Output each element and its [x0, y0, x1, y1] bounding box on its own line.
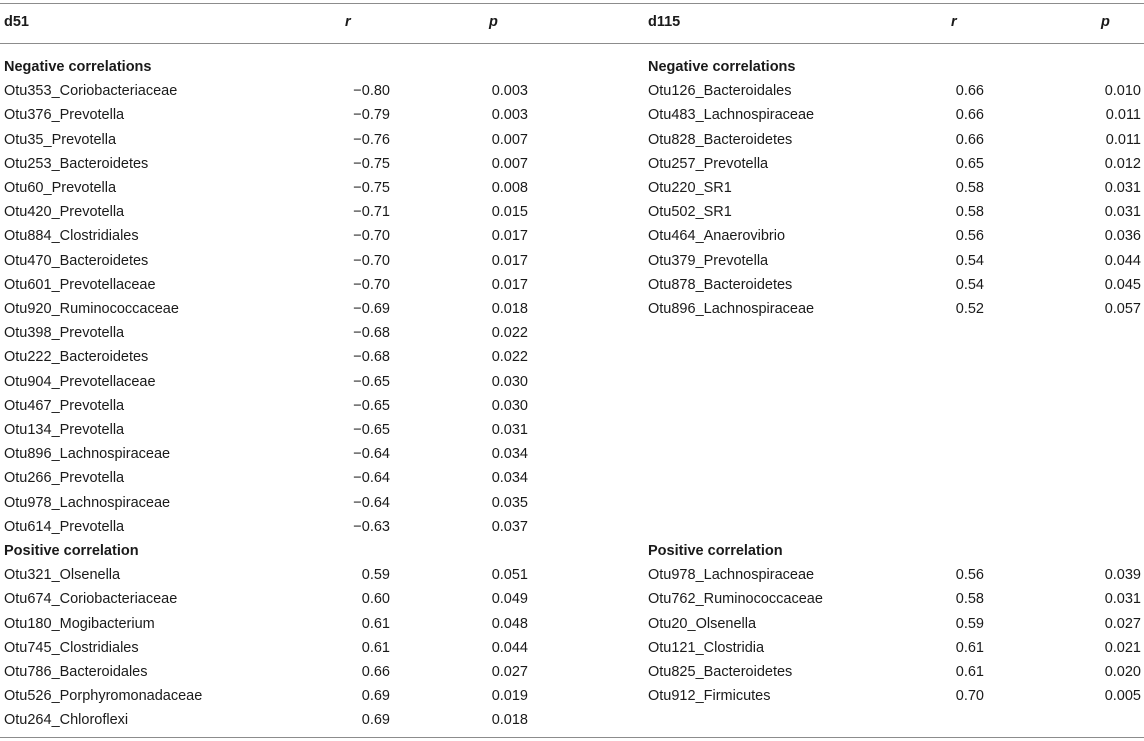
left-p-value: 0.030	[491, 397, 528, 414]
left-otu-name: Otu601_Prevotellaceae	[4, 276, 156, 293]
left-r-value: −0.65	[353, 422, 390, 438]
left-otu-name: Otu376_Prevotella	[4, 107, 125, 124]
right-p-value: 0.031	[1104, 204, 1141, 221]
right-p-value: 0.031	[1104, 180, 1141, 196]
right-r-value: 0.52	[955, 301, 984, 317]
left-otu-name: Otu134_Prevotella	[4, 422, 125, 438]
right-otu-name: Otu257_Prevotella	[648, 155, 769, 172]
right-otu-name: Otu878_Bacteroidetes	[648, 276, 793, 293]
right-r-value: 0.58	[955, 180, 984, 196]
right-r-value: 0.54	[955, 252, 984, 269]
left-p-value: 0.031	[491, 422, 528, 438]
left-p-value: 0.003	[491, 107, 528, 124]
right-otu-name: Otu483_Lachnospiraceae	[648, 107, 815, 124]
left-otu-name: Otu180_Mogibacterium	[4, 615, 155, 632]
left-r-value: −0.75	[353, 180, 390, 196]
left-p-value: 0.017	[491, 276, 528, 293]
left-r-value: −0.71	[353, 204, 390, 221]
left-otu-name: Otu884_Clostridiales	[4, 228, 139, 245]
left-r-value: −0.76	[353, 131, 390, 148]
right-p-value: 0.021	[1104, 639, 1141, 656]
right-otu-name: Otu978_Lachnospiraceae	[648, 567, 815, 584]
left-p-value: 0.027	[491, 664, 528, 680]
left-r-value: 0.60	[361, 591, 390, 608]
left-p-value: 0.034	[491, 470, 528, 487]
right-r-value: 0.66	[955, 107, 984, 124]
left-r-value: −0.63	[353, 518, 390, 535]
left-otu-name: Otu470_Bacteroidetes	[4, 252, 149, 269]
right-otu-name: Otu828_Bacteroidetes	[648, 131, 793, 148]
right-p-value: 0.057	[1104, 301, 1141, 317]
left-otu-name: Otu321_Olsenella	[4, 567, 121, 584]
right-r-value: 0.65	[955, 155, 984, 172]
header-d51: d51	[4, 14, 29, 30]
right-negative-heading: Negative correlations	[648, 59, 796, 75]
right-r-value: 0.70	[955, 688, 984, 705]
left-p-value: 0.044	[491, 639, 528, 656]
left-p-value: 0.048	[491, 615, 528, 632]
left-p-value: 0.035	[491, 494, 528, 511]
right-otu-name: Otu220_SR1	[648, 180, 732, 196]
right-p-value: 0.027	[1104, 615, 1141, 632]
right-r-value: 0.56	[955, 567, 984, 584]
left-p-value: 0.051	[491, 567, 528, 584]
right-r-value: 0.61	[955, 664, 984, 680]
left-otu-name: Otu896_Lachnospiraceae	[4, 446, 171, 463]
right-p-value: 0.044	[1104, 252, 1141, 269]
left-p-value: 0.022	[491, 325, 528, 342]
left-p-value: 0.022	[491, 349, 528, 366]
left-r-value: −0.70	[353, 276, 390, 293]
left-otu-name: Otu60_Prevotella	[4, 180, 117, 196]
right-p-value: 0.039	[1104, 567, 1141, 584]
left-r-value: −0.64	[353, 446, 390, 463]
left-p-value: 0.018	[491, 712, 528, 729]
left-otu-name: Otu614_Prevotella	[4, 518, 125, 535]
right-otu-name: Otu121_Clostridia	[648, 639, 765, 656]
right-otu-name: Otu896_Lachnospiraceae	[648, 301, 815, 317]
left-p-value: 0.017	[491, 228, 528, 245]
right-p-value: 0.011	[1105, 131, 1141, 148]
left-p-value: 0.007	[491, 155, 528, 172]
left-r-value: −0.65	[353, 397, 390, 414]
header-d115: d115	[648, 14, 681, 30]
left-p-value: 0.018	[491, 301, 528, 317]
top-rule	[0, 3, 1144, 4]
right-p-value: 0.012	[1104, 155, 1141, 172]
right-r-value: 0.56	[955, 228, 984, 245]
left-p-value: 0.017	[491, 252, 528, 269]
right-p-value: 0.010	[1104, 83, 1141, 100]
right-r-value: 0.61	[955, 639, 984, 656]
right-otu-name: Otu379_Prevotella	[648, 252, 769, 269]
left-otu-name: Otu398_Prevotella	[4, 325, 125, 342]
left-negative-heading: Negative correlations	[4, 59, 152, 75]
left-r-value: 0.61	[361, 615, 390, 632]
left-p-value: 0.030	[491, 373, 528, 390]
left-p-value: 0.003	[491, 83, 528, 100]
right-r-value: 0.58	[955, 204, 984, 221]
right-p-value: 0.031	[1104, 591, 1141, 608]
right-p-value: 0.020	[1104, 664, 1141, 680]
left-r-value: −0.64	[353, 494, 390, 511]
left-otu-name: Otu978_Lachnospiraceae	[4, 494, 171, 511]
left-r-value: −0.80	[353, 83, 390, 100]
right-p-value: 0.011	[1105, 107, 1141, 124]
right-otu-name: Otu20_Olsenella	[648, 615, 757, 632]
right-p-value: 0.005	[1104, 688, 1141, 705]
left-otu-name: Otu264_Chloroflexi	[4, 712, 129, 729]
right-otu-name: Otu126_Bacteroidales	[648, 83, 792, 100]
left-p-value: 0.008	[491, 180, 528, 196]
right-r-value: 0.54	[955, 276, 984, 293]
left-p-value: 0.007	[491, 131, 528, 148]
left-p-value: 0.034	[491, 446, 528, 463]
left-r-value: −0.79	[353, 107, 390, 124]
left-r-value: 0.59	[361, 567, 390, 584]
right-otu-name: Otu502_SR1	[648, 204, 732, 221]
left-r-value: −0.65	[353, 373, 390, 390]
right-r-value: 0.59	[955, 615, 984, 632]
right-otu-name: Otu464_Anaerovibrio	[648, 228, 786, 245]
right-p-value: 0.036	[1104, 228, 1141, 245]
header-right-p: p	[1101, 14, 1110, 30]
right-r-value: 0.58	[955, 591, 984, 608]
bottom-rule	[0, 737, 1144, 738]
header-right-r: r	[951, 14, 957, 30]
left-otu-name: Otu904_Prevotellaceae	[4, 373, 156, 390]
right-r-value: 0.66	[955, 83, 984, 100]
left-p-value: 0.049	[491, 591, 528, 608]
left-otu-name: Otu674_Coriobacteriaceae	[4, 591, 178, 608]
left-otu-name: Otu353_Coriobacteriaceae	[4, 83, 178, 100]
right-r-value: 0.66	[955, 131, 984, 148]
left-r-value: −0.68	[353, 349, 390, 366]
left-r-value: −0.70	[353, 252, 390, 269]
right-positive-heading: Positive correlation	[648, 543, 783, 559]
left-r-value: −0.64	[353, 470, 390, 487]
left-r-value: −0.75	[353, 155, 390, 172]
left-r-value: 0.66	[361, 664, 390, 680]
left-positive-heading: Positive correlation	[4, 543, 139, 559]
left-p-value: 0.037	[491, 518, 528, 535]
right-otu-name: Otu762_Ruminococcaceae	[648, 591, 823, 608]
left-otu-name: Otu920_Ruminococcaceae	[4, 301, 179, 317]
left-p-value: 0.015	[491, 204, 528, 221]
left-otu-name: Otu222_Bacteroidetes	[4, 349, 149, 366]
left-r-value: 0.69	[361, 712, 390, 729]
right-otu-name: Otu825_Bacteroidetes	[648, 664, 793, 680]
left-p-value: 0.019	[491, 688, 528, 705]
left-r-value: −0.68	[353, 325, 390, 342]
left-otu-name: Otu35_Prevotella	[4, 131, 117, 148]
header-left-r: r	[345, 14, 351, 30]
header-left-p: p	[489, 14, 498, 30]
left-otu-name: Otu253_Bacteroidetes	[4, 155, 149, 172]
left-otu-name: Otu420_Prevotella	[4, 204, 125, 221]
left-r-value: 0.61	[361, 639, 390, 656]
left-otu-name: Otu467_Prevotella	[4, 397, 125, 414]
left-otu-name: Otu786_Bacteroidales	[4, 664, 148, 680]
left-otu-name: Otu526_Porphyromonadaceae	[4, 688, 203, 705]
header-rule	[0, 43, 1144, 44]
left-r-value: 0.69	[361, 688, 390, 705]
left-r-value: −0.70	[353, 228, 390, 245]
left-otu-name: Otu266_Prevotella	[4, 470, 125, 487]
right-otu-name: Otu912_Firmicutes	[648, 688, 771, 705]
left-r-value: −0.69	[353, 301, 390, 317]
left-otu-name: Otu745_Clostridiales	[4, 639, 139, 656]
right-p-value: 0.045	[1104, 276, 1141, 293]
